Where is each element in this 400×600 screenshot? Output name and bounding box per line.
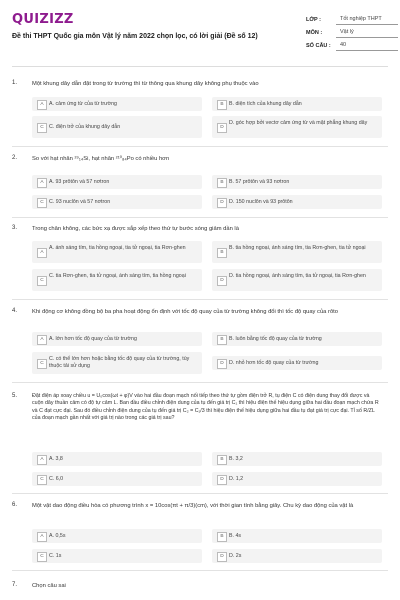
option-letter: B [217, 335, 227, 345]
question-2 [12, 155, 388, 215]
option-letter: A [37, 532, 47, 542]
question-text: Một khung dây dẫn đặt trong từ trường thì từ thông qua khung dây không phụ thuộc vào [32, 81, 259, 87]
question-divider [12, 382, 388, 383]
meta-row-subject [306, 26, 398, 39]
option-b[interactable] [212, 241, 382, 263]
option-letter: C [37, 475, 47, 485]
meta-label-class: LỚP : [306, 16, 321, 23]
option-d[interactable] [212, 195, 382, 209]
question-divider [12, 493, 388, 494]
option-text: A. ánh sáng tím, tia hồng ngoại, tia tử ngoại, tia Rơn-ghen [49, 245, 186, 251]
question-divider [12, 146, 388, 147]
option-text: C. 1s [49, 553, 62, 559]
question-text: Khi động cơ không đồng bộ ba pha hoạt động ổn định với tốc độ quay của từ trường không đổi thì tốc độ quay của rôto [32, 309, 339, 315]
option-text: A. cảm ứng từ của từ trường [49, 101, 118, 107]
question-5 [12, 393, 388, 493]
option-text: D. 150 nuclôn và 93 prôtôn [229, 199, 293, 205]
quiz-meta [306, 13, 398, 52]
meta-label-count: SỐ CÂU : [306, 42, 331, 49]
option-letter: C [37, 276, 47, 286]
meta-label-subject: MÔN : [306, 29, 323, 36]
option-letter: A [37, 248, 47, 258]
option-letter: B [217, 455, 227, 465]
option-letter: D [217, 359, 227, 369]
question-number: 4. [12, 308, 18, 314]
option-letter: A [37, 178, 47, 188]
option-letter: C [37, 359, 47, 369]
option-letter: A [37, 455, 47, 465]
question-number: 5. [12, 393, 18, 399]
option-c[interactable] [32, 472, 202, 486]
option-c[interactable] [32, 549, 202, 563]
option-letter: C [37, 552, 47, 562]
question-1 [12, 80, 388, 140]
option-c[interactable] [32, 269, 202, 291]
option-b[interactable] [212, 452, 382, 466]
option-text: C. 6,0 [49, 476, 64, 482]
option-text: D. 2s [229, 553, 242, 559]
question-3 [12, 225, 388, 300]
option-text: D. tia hồng ngoại, ánh sáng tím, tia tử ngoại, tia Rơn-ghen [229, 273, 366, 279]
question-divider [12, 299, 388, 300]
option-a[interactable] [32, 529, 202, 543]
option-text: A. 3,8 [49, 456, 63, 462]
option-b[interactable] [212, 529, 382, 543]
option-letter: B [217, 248, 227, 258]
question-7 [12, 582, 388, 596]
meta-row-count [306, 39, 398, 52]
question-number: 3. [12, 225, 18, 231]
option-c[interactable] [32, 352, 202, 374]
question-number: 1. [12, 80, 18, 86]
question-text: Một vật dao động điều hòa có phương trình x = 10cos(πt + π/3)(cm), với thời gian tính bằng giây. Chu kỳ dao động của vật là [32, 503, 354, 509]
document-title: Đề thi THPT Quốc gia môn Vật lý năm 2022 chọn lọc, có lời giải (Đề số 12) [12, 33, 258, 40]
option-c[interactable] [32, 195, 202, 209]
question-number: 2. [12, 155, 18, 161]
question-text: So với hạt nhân ²⁹₁₄Si, hạt nhân ²¹⁰₈₄Po có nhiều hơn [32, 156, 170, 162]
quiz-header [0, 0, 400, 62]
option-a[interactable] [32, 332, 202, 346]
option-text: D. 1,2 [229, 476, 244, 482]
option-text: B. 4s [229, 533, 242, 539]
meta-value-class: Tốt nghiệp THPT [336, 15, 398, 25]
option-b[interactable] [212, 97, 382, 111]
meta-value-subject: Vật lý [336, 28, 398, 38]
question-divider [12, 570, 388, 571]
option-d[interactable] [212, 116, 382, 138]
option-d[interactable] [212, 269, 382, 291]
option-text: D. góc hợp bởi vectơ cảm ứng từ và mặt phẳng khung dây [229, 120, 368, 126]
option-text: B. tia hồng ngoại, ánh sáng tím, tia Rơn-ghen, tia tử ngoại [229, 245, 366, 251]
option-letter: C [37, 198, 47, 208]
meta-value-count: 40 [336, 41, 398, 51]
question-text: Đặt điện áp xoay chiều u = U₀cos(ωt + φ)V vào hai đầu đoạn mạch nối tiếp theo thứ tự gồm điện trở R, tụ điện C có điện dung thay đổi được và cuộn dây thuần cảm có độ tự cảm L. Ban đầu điều chỉnh điện dung của tụ đến giá trị C₁ thì hiệu điện thế hiệu dụng giữa hai đầu đoạn mạch chứa R và C đạt cực đại. Sau đó điều chỉnh điện dung của tụ đến giá trị C₂ = C₁/3 thì hiệu điện thế hiệu dụng giữa hai đầu tụ đạt giá trị cực đại. Tỉ số R/ZL của đoạn mạch gần nhất với giá trị nào trong các giá trị sau? [32, 393, 379, 421]
option-letter: A [37, 335, 47, 345]
option-letter: B [217, 178, 227, 188]
option-letter: D [217, 276, 227, 286]
option-letter: D [217, 123, 227, 133]
option-d[interactable] [212, 549, 382, 563]
option-letter: D [217, 552, 227, 562]
option-b[interactable] [212, 332, 382, 346]
quizizz-logo: QUIZIZZ [12, 12, 74, 27]
meta-row-class [306, 13, 398, 26]
option-c[interactable] [32, 116, 202, 138]
option-text: A. 93 prôtôn và 57 nơtron [49, 179, 110, 185]
option-b[interactable] [212, 175, 382, 189]
option-letter: B [217, 532, 227, 542]
option-text: D. nhỏ hơn tốc độ quay của từ trường [229, 360, 319, 366]
question-divider [12, 217, 388, 218]
header-divider [12, 66, 388, 67]
option-text: B. 3,2 [229, 456, 243, 462]
option-a[interactable] [32, 175, 202, 189]
option-text: B. diện tích của khung dây dẫn [229, 101, 302, 107]
option-text: C. điện trở của khung dây dẫn [49, 124, 121, 130]
question-text: Chọn câu sai [32, 583, 66, 589]
question-4 [12, 308, 388, 383]
option-a[interactable] [32, 97, 202, 111]
question-number: 6. [12, 502, 18, 508]
option-d[interactable] [212, 472, 382, 486]
option-letter: A [37, 100, 47, 110]
option-text: A. lớn hơn tốc độ quay của từ trường [49, 336, 137, 342]
option-a[interactable] [32, 452, 202, 466]
question-6 [12, 502, 388, 567]
option-text: C. có thể lớn hơn hoặc bằng tốc độ quay của từ trường, tùy thuộc tải sử dụng [49, 356, 190, 369]
option-text: A. 0,5s [49, 533, 66, 539]
question-number: 7. [12, 582, 18, 588]
option-d[interactable] [212, 356, 382, 370]
question-text: Trong chân không, các bức xạ được sắp xếp theo thứ tự bước sóng giảm dần là [32, 226, 239, 232]
option-text: B. 57 prôtôn và 93 nơtron [229, 179, 290, 185]
option-letter: D [217, 475, 227, 485]
option-letter: C [37, 123, 47, 133]
option-letter: D [217, 198, 227, 208]
option-text: C. 93 nuclôn và 57 nơtron [49, 199, 111, 205]
option-text: C. tia Rơn-ghen, tia tử ngoại, ánh sáng tím, tia hồng ngoại [49, 273, 186, 279]
option-text: B. luôn bằng tốc độ quay của từ trường [229, 336, 322, 342]
option-letter: B [217, 100, 227, 110]
option-a[interactable] [32, 241, 202, 263]
